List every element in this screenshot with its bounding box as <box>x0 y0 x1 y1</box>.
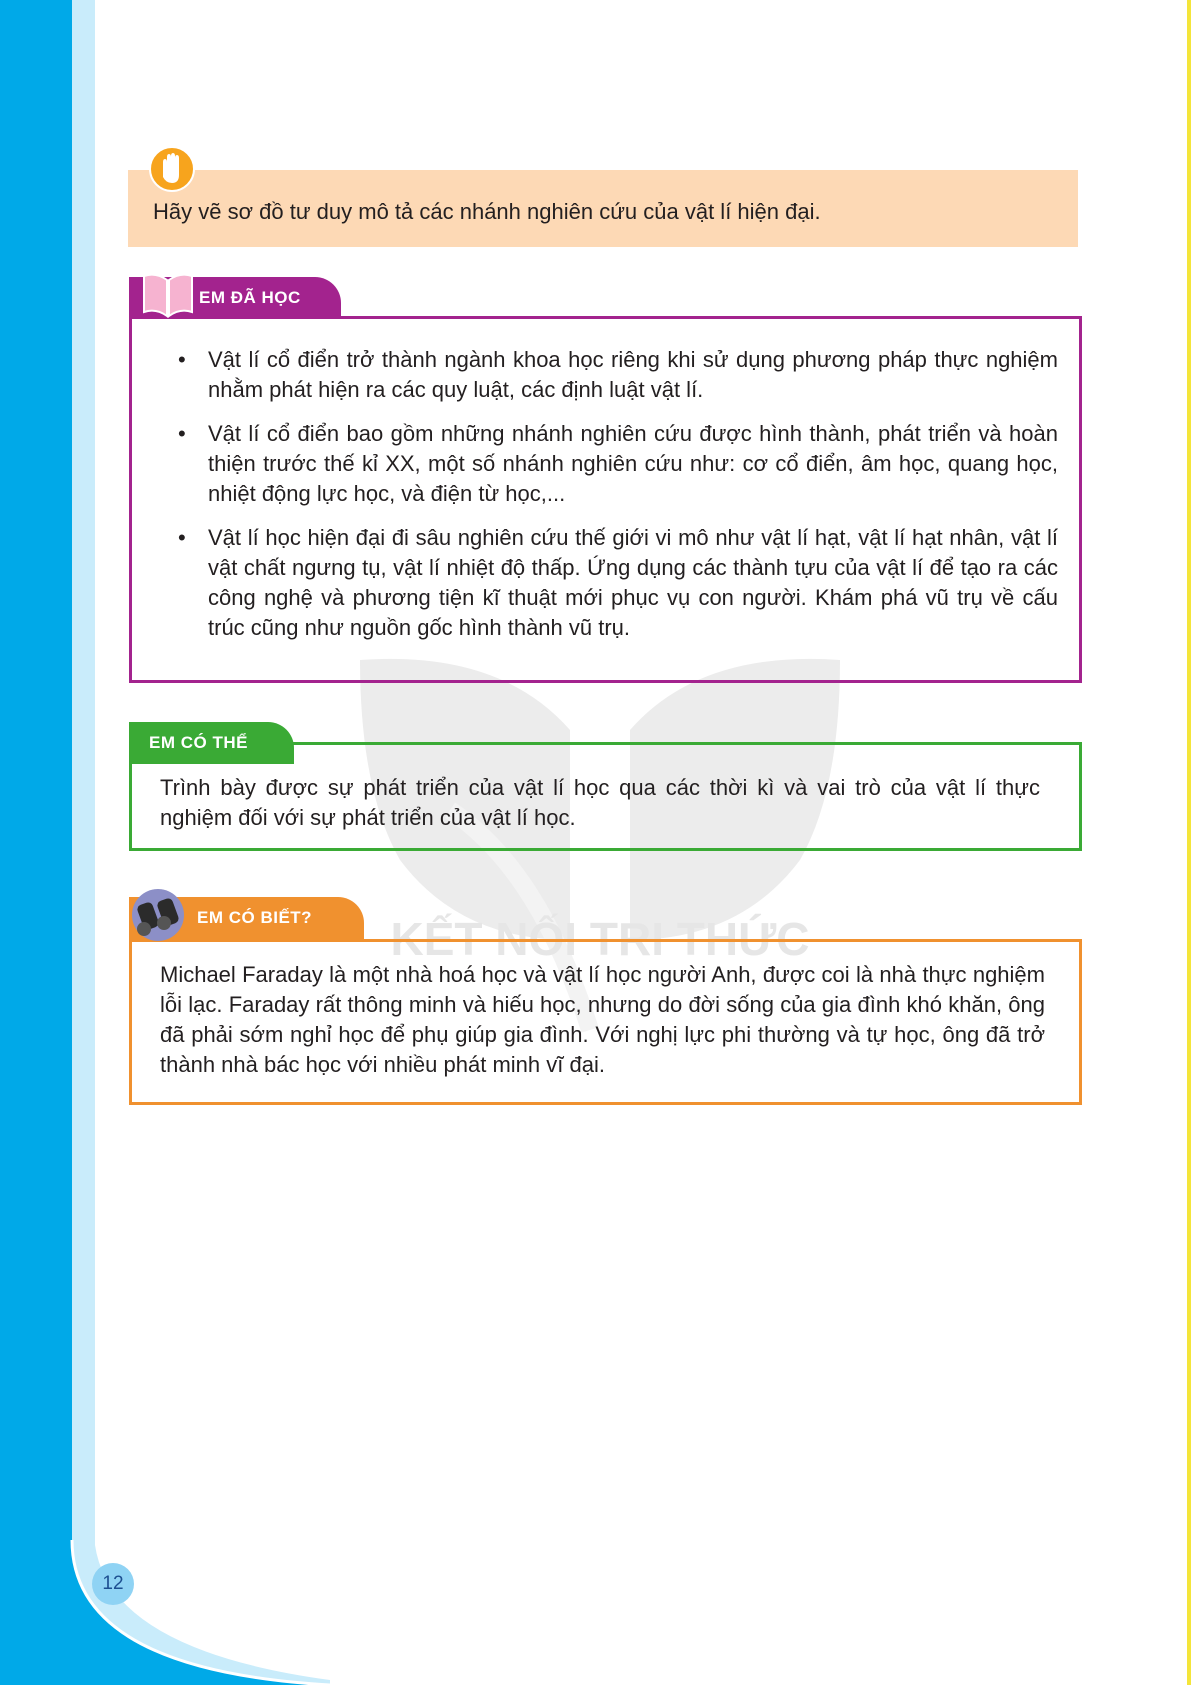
learned-item: • Vật lí cổ điển trở thành ngành khoa học riêng khi sử dụng phương pháp thực nghiệm nhằm phát hiện ra các quy luật, các định luật vật lí. <box>178 345 1058 405</box>
learned-item: • Vật lí cổ điển bao gồm những nhánh nghiên cứu được hình thành, phát triển và hoàn thiện trước thế kỉ XX, một số nhánh nghiên cứu như: cơ cổ điển, âm học, quang học, nhiệt động lực học, và điện từ học,... <box>178 419 1058 509</box>
activity-text: Hãy vẽ sơ đồ tư duy mô tả các nhánh nghiên cứu của vật lí hiện đại. <box>153 199 821 224</box>
learned-item: • Vật lí học hiện đại đi sâu nghiên cứu thế giới vi mô như vật lí hạt, vật lí hạt nhân, vật lí vật chất ngưng tụ, vật lí nhiệt độ thấp. Ứng dụng các thành tựu của vật lí để tạo ra các công nghệ và phương tiện kĩ thuật mới phục vụ con người. Khám phá vũ trụ về cấu trúc cũng như nguồn gốc hình thành vũ trụ. <box>178 523 1058 643</box>
watermark-text: KẾT NỐI TRI THỨC <box>390 913 810 965</box>
hand-icon <box>148 145 196 193</box>
page-right-edge <box>1187 0 1191 1685</box>
know-text: Michael Faraday là một nhà hoá học và vật lí học người Anh, được coi là nhà thực nghiệm lỗi lạc. Faraday rất thông minh và hiếu học, nhưng do đời sống của gia đình khó khăn, ông đã phải sớm nghỉ học để phụ giúp gia đình. Với nghị lực phi thường và tự học, ông đã trở thành nhà bác học với nhiều phát minh vĩ đại. <box>160 962 1045 1077</box>
activity-box <box>128 170 1078 247</box>
know-tab: EM CÓ BIẾT? <box>129 897 364 939</box>
page-number: 12 <box>92 1563 134 1605</box>
can-tab: EM CÓ THỂ <box>129 722 294 764</box>
learned-tab: EM ĐÃ HỌC <box>129 277 341 319</box>
learned-list <box>178 345 1058 657</box>
binoculars-icon <box>124 885 194 945</box>
can-text: Trình bày được sự phát triển của vật lí học qua các thời kì và vai trò của vật lí thực nghiệm đối với sự phát triển của vật lí học. <box>160 775 1040 830</box>
book-icon <box>140 270 196 320</box>
